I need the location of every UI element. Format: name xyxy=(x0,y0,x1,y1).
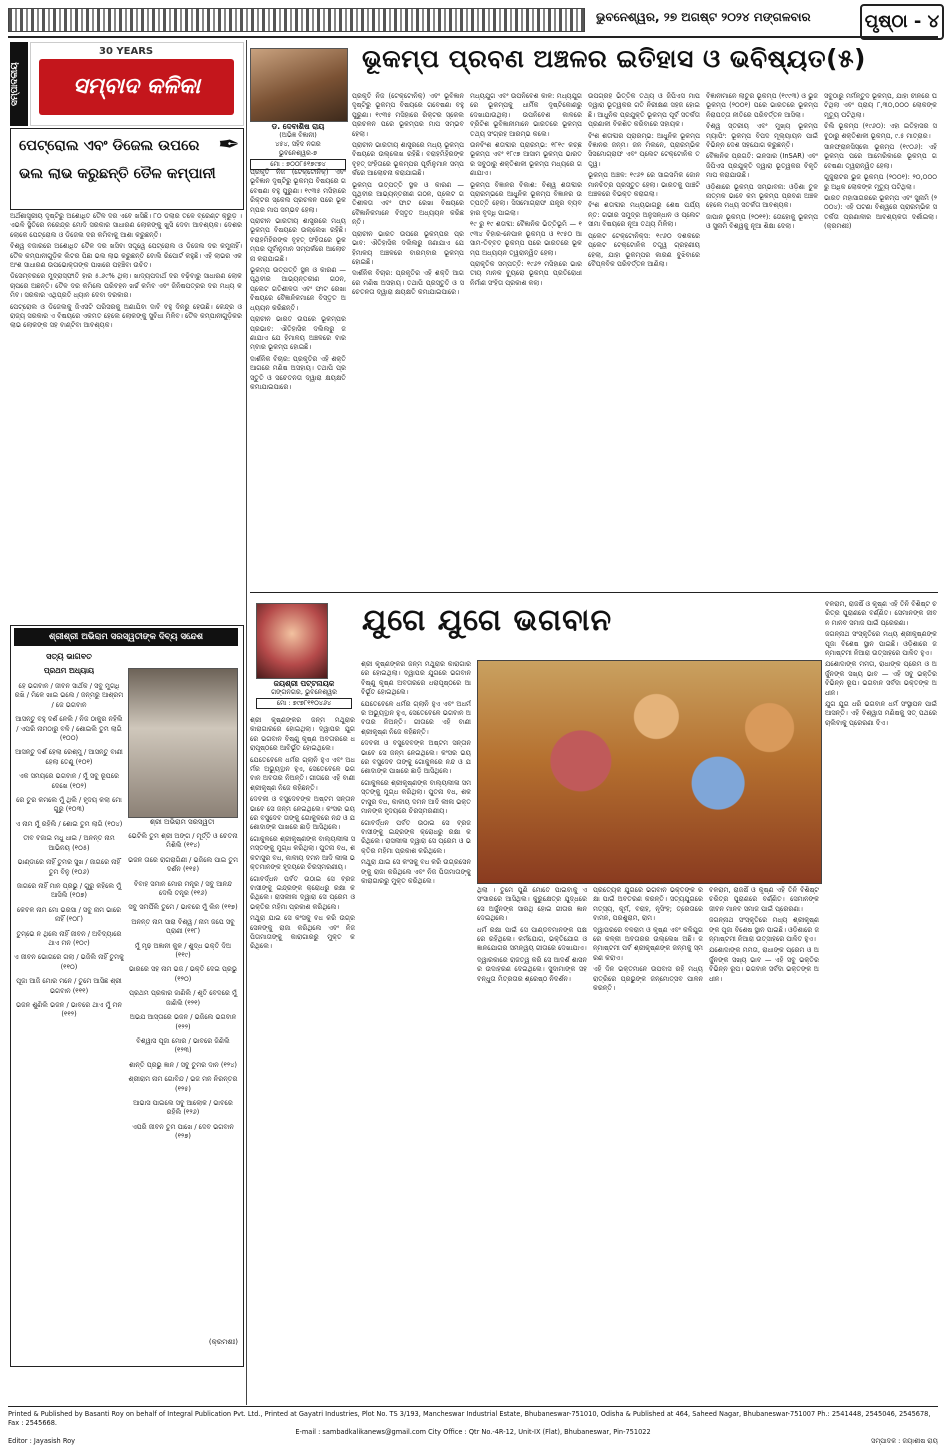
article2-para: ଯୁଗ ଯୁଗ ଧରି ଭଗବାନ ଧର୍ମ ସଂସ୍ଥାପନ ପାଇଁ ଆସନ୍ତି। ଏହି ବିଶ୍ୱାସ ମଣିଷକୁ ସତ୍ ପଥରେ ଚାଲିବାକୁ ପ୍ରେରଣା ଦିଏ। xyxy=(825,700,937,727)
article1-para: ପ୍ରାଚୀନ ଭାରତୀୟ ଶାସ୍ତ୍ରରେ ମଧ୍ୟ ଭୂକମ୍ପ ବିଷୟରେ ଉଲ୍ଲେଖ ରହିଛି। ବରାହମିହିରଙ୍କ ବୃହତ୍ ସଂହିତାରେ ଭୂକମ୍ପର ପୂର୍ବାନୁମାନ ସମ୍ପର୍କରେ ଆଲୋଚନା କରାଯାଇଛି। xyxy=(352,141,464,178)
verses-right xyxy=(128,832,238,1332)
saint-photo-caption: ଶ୍ରୀ ଅଭିରାମ ସରସ୍ୱତୀ xyxy=(149,818,215,826)
article2-para: ଦ୍ୱାରକାରେ ରାଜତ୍ୱ କରି ସେ ଆଦର୍ଶ ଶାସନର ଉଦାହରଣ ଦେଇଥିଲେ। ସୁଦାମାଙ୍କ ସହ ବନ୍ଧୁତା ମିତ୍ରତାର ଶ୍ରେଷ୍ଠ ନିଦର୍ଶନ। xyxy=(477,955,587,983)
article1-column-4 xyxy=(588,92,700,588)
verses-left xyxy=(14,682,124,1342)
krishna-painting xyxy=(477,660,822,884)
editor-name-odia: ସମ୍ପାଦକ : ଜୟାଶୀଷ ରାୟ xyxy=(871,1437,938,1445)
verse: ଭାରରେ ସହ ନାମ ଭଜ / ଭକ୍ତି ଦେଇ ପ୍ରଭୁ (୧୨୦) xyxy=(128,965,238,983)
article1-column-2 xyxy=(352,92,464,588)
article1-para: ଜାପାନ ଭୂକମ୍ପ (୨୦୧୧): ତୋହୋକୁ ଭୂକମ୍ପ ଓ ସୁନାମି ବିଶ୍ୱକୁ ନୂଆ ଶିକ୍ଷା ଦେଲା। xyxy=(706,212,818,231)
verse: ବିଶ୍ୱାସ ପୂଜା ମୋର / ଭାବରେ ଜିଣିଲି (୧୨୩) xyxy=(136,1036,230,1055)
article2-para: ଦ୍ୱାପରରେ ବଳରାମ ଓ କୃଷ୍ଣ ଏବଂ କଳିଯୁଗରେ କଳ୍କୀ ଅବତାରର ଉଲ୍ଲେଖ ଅଛି। ଜନ୍ମାଷ୍ଟମୀ ପର୍ବ ଶ୍ରୀକୃଷ୍ଣଙ୍କ ଜନ୍ମକୁ ସ୍ମରଣ କରାଏ। xyxy=(593,925,703,962)
author-address: ୪୫୪, ସହିଦ ନଗର xyxy=(275,140,321,148)
article2-para: ଦେବକୀ ଓ ବସୁଦେବଙ୍କ ଅଷ୍ଟମ ସନ୍ତାନ ଭାବେ ସେ ଜନ୍ମ ନେଇଥିଲେ। କଂସର ଭୟରେ ବସୁଦେବ ତାଙ୍କୁ ଗୋକୁଳରେ ନନ୍ଦ ଓ ଯଶୋଦାଙ୍କ ପାଖରେ ଛାଡ଼ି ଆସିଥିଲେ। xyxy=(361,739,471,776)
verse: ଏ ଜୀବନ ଭୋଗରେ ଗଲା / ଭଜିଲି ନାହିଁ ତୁମକୁ (୧୧୦) xyxy=(14,953,124,971)
verse: ଏକ ସମୟରେ ଭଗବାନ / ମୁଁ ସବୁ ରୂପରେ ଦେଖେ (୧୦୨) xyxy=(18,772,120,790)
editor-name: Editor : Jayasish Roy xyxy=(8,1437,76,1445)
article2-para: ଏହି ଦିନ ଭକ୍ତମାନେ ଉପବାସ ରହି ମଧ୍ୟରାତ୍ରିରେ ପ୍ରଭୁଙ୍କ ଜନ୍ମୋତ୍ସବ ପାଳନ କରନ୍ତି। xyxy=(593,965,703,993)
spiritual-chapter: ପ୍ରଥମ ଅଧ୍ୟାୟ xyxy=(43,666,95,675)
author2-name: ଜୟଶ୍ରୀ ପଟ୍ଟନାୟକ xyxy=(273,679,335,688)
article1-column-1 xyxy=(250,168,346,588)
article1-para: ଓଡ଼ିଶାରେ ଭୂକମ୍ପ ସମ୍ଭାବନା: ଓଡ଼ିଶା ତୁଳନାତ୍ମକ ଭାବେ କମ ଭୂକମ୍ପ ପ୍ରବଣ ଅଞ୍ଚଳ ହେଲେ ମଧ୍ୟ ସତର୍କତା ଆବଶ୍ୟକ। xyxy=(706,182,818,210)
article1-para: ଉପଗ୍ରହ ଭିତ୍ତିକ ତଥ୍ୟ ଓ ଜିପିଏସ ମାପ ଦ୍ୱାରା ଭୂତ୍ୱକର ଗତି ନିରୀକ୍ଷଣ ସହଜ ହୋଇଛି। ଆଧୁନିକ ପ୍ରଯୁକ୍ତି ଭୂକମ୍ପ ପୂର୍ବ ସତର୍କତା ପ୍ରଣାଳୀ ବିକଶିତ କରିବାରେ ସହାୟକ। xyxy=(588,92,700,129)
article1-para: ଭାରତ ମହାସାଗରରେ ଭୂକମ୍ପ ଏବଂ ସୁନାମି (୨୦୦୪): ଏହି ଘଟଣା ବିଶ୍ୱରେ ପ୍ରାରମ୍ଭିକ ସତର୍କତା ପ୍ରଣାଳୀର ଆବଶ୍ୟକତା ଦର୍ଶାଇଲା। (କ୍ରମଶଃ) xyxy=(824,194,937,231)
verse: ତୀବ ବଜାଇ ମଧୁ ଧାଇ / ଅନନ୍ତ ନାମ ଆଭିନୟ (୧୦୫) xyxy=(23,834,115,852)
imprint-line: Printed & Published by Basanti Roy on behalf of Integral Publication Pvt. Ltd., Printed at Gayatri Industries, Plot No. TS 3/193, Mancheswar Industrial Estate, Bhubaneswar-751010, Odisha & Published at 464, Saheed Nagar, Bhubaneswar-751007 Ph.: 2541448, 2545046, 2545678, Fax : 2545668. xyxy=(8,1410,931,1427)
verse: ହେ ଭଗବାନ / ଜୀବନ ସାର୍ଥକ / ସବୁ ମୁଗଧି ରଖି / ମିଳେ ଖାଇ ଭଲେ / ଜନ୍ମରୁ ଆଶ୍ରମ / ଜେ ଭଗବାନ xyxy=(14,682,124,709)
masthead-ornament xyxy=(8,8,585,32)
article2-para: ଜଗନ୍ନାଥ ସଂସ୍କୃତିରେ ମଧ୍ୟ ଶ୍ରୀକୃଷ୍ଣଙ୍କ ପୂଜା ବିଶେଷ ସ୍ଥାନ ପାଇଛି। ଓଡ଼ିଶାରେ ଜନ୍ମାଷ୍ଟମୀ ନିଆରା ଉତ୍ସାହରେ ପାଳିତ ହୁଏ। xyxy=(709,916,819,944)
article1-byline xyxy=(250,122,346,170)
continued-note: (କ୍ରମଶଃ) xyxy=(208,1338,238,1346)
article1-column-6 xyxy=(824,92,937,588)
article1-para: ଗୁଜୁରାଟର ଭୁଜ ଭୂକମ୍ପ (୨୦୦୧): ୨୦,୦୦୦ ରୁ ଅଧିକ ଲୋକଙ୍କ ମୃତ୍ୟୁ ଘଟିଥିଲା। xyxy=(824,173,937,191)
article1-para: ଚିଲି ଭୂକମ୍ପ (୧୯୬୦): ଏହା ଇତିହାସର ସବୁଠାରୁ ଶକ୍ତିଶାଳୀ ଭୂକମ୍ପ, ୯.୫ ମାତ୍ରାର। xyxy=(824,122,937,140)
verse: ଭଜନ ତାରେ ରାଗରାଗିଣୀ / ଭଜିଲେ ପାଇ ତୁମ ଦର୍ଶନ (୧୧୫) xyxy=(128,855,238,874)
article2-para: ମଥୁରା ଯାଇ ସେ କଂସକୁ ବଧ କରି ଉଗ୍ରସେନଙ୍କୁ ରାଜା କରିଥିଲେ ଏବଂ ନିଜ ପିତାମାତାଙ୍କୁ କାରାଗାରରୁ ମୁକ୍ତ କରିଥିଲେ। xyxy=(361,858,471,885)
editorial-para: ପେଟ୍ରୋଲ ଓ ଡିଜେଲକୁ ଜିଏସଟି ପରିସରକୁ ଅଣାଯିବା ଦାବି ବହୁ ଦିନରୁ ହେଉଛି। କେନ୍ଦ୍ର ଓ ରାଜ୍ୟ ସରକାର ଏ ବିଷୟରେ ଏକମତ ହେଲେ ଲୋକଙ୍କୁ ସୁବିଧା ମିଳିବ। ତୈଳ କମ୍ପାନୀଗୁଡ଼ିକର ଲାଭ ଲୋକଙ୍କ ସହ ବାଣ୍ଟିବା ଆବଶ୍ୟକ। xyxy=(10,302,242,330)
column-divider xyxy=(246,40,247,1405)
article2-para: ଯେତେବେଳେ ଧର୍ମର ଗ୍ଲାନି ହୁଏ ଏବଂ ଅଧର୍ମର ଅଭ୍ୟୁତ୍ଥାନ ହୁଏ, ସେତେବେଳେ ଭଗବାନ ଅବତାର ନିଅନ୍ତି। ଗୀତାରେ ଏହି ବାଣୀ ଶ୍ରୀକୃଷ୍ଣ ନିଜେ କହିଛନ୍ତି। xyxy=(361,699,471,736)
spiritual-header: ଶ୍ରୀଶ୍ରୀ ଅଭିରାମ ସରସ୍ୱତୀଙ୍କ ଦିବ୍ୟ ସନ୍ଦେଶ xyxy=(14,628,238,646)
editorial-para: ଡିସେମ୍ବରରେ ମୁଦ୍ରାସ୍ଫୀତି ହାର ୫.୬୯% ଥିଲା। ଖାଦ୍ୟପଦାର୍ଥ ଦର ବଢ଼ିବାରୁ ସାଧାରଣ ଲୋକ ଚାପରେ ଅଛନ୍ତି। ତୈଳ ଦର କମିଲେ ପରିବହନ ଖର୍ଚ୍ଚ କମିବ ଏବଂ ଜିନିଷପତ୍ରର ଦର ମଧ୍ୟ କମିବ। ସରକାର ଏଥିପ୍ରତି ଧ୍ୟାନ ଦେବା ଦରକାର। xyxy=(10,272,242,300)
verse: ପୂଜା ଆଜି ମୋର ମନେ / ତୁମେ ଆସିଛ ଶ୍ରୀ ଭଗବାନ (୧୧୧) xyxy=(16,977,122,995)
author-city: ଭୁବନେଶ୍ୱର-୭ xyxy=(278,149,318,157)
article2-para: ଯଶୋଦାଙ୍କ ମମତା, ରାଧାଙ୍କ ପ୍ରେମ ଓ ଅର୍ଜୁନଙ୍କ ସଖ୍ୟ ଭାବ — ଏହି ସବୁ ଭକ୍ତିର ବିଭିନ୍ନ ରୂପ। ଭଗବାନ ସର୍ବଦା ଭକ୍ତଙ୍କ ଅଧୀନ। xyxy=(825,660,937,697)
article1-column-5 xyxy=(706,92,818,588)
verse: ଆଭାସ ପାଇଲେ ସବୁ ଆଲୋକ / ଭାବରେ ରହିଲି (୧୨୬) xyxy=(133,1098,233,1117)
newspaper-logo xyxy=(30,42,244,126)
article1-para: ଭୂକମ୍ପ ଅଞ୍ଚଳ: ୧୯୬୨ ରେ ସାଇସମିକ ଜୋନ ମାନଚିତ୍ର ପ୍ରସ୍ତୁତ ହେଲା। ଭାରତକୁ ପାଞ୍ଚଟି ଅଞ୍ଚଳରେ ବିଭକ୍ତ କରାଗଲା। xyxy=(588,171,700,199)
verse: ଭଜନ ଶୁଣିଲି ଭଜନ / ଭାବରେ ଥାଏ ମୁଁ ମନ (୧୧୨) xyxy=(15,1000,123,1019)
article2-column-1 xyxy=(250,716,355,1404)
article2-para: ମଥୁରା ଯାଇ ସେ କଂସକୁ ବଧ କରି ଉଗ୍ରସେନଙ୍କୁ ରାଜା କରିଥିଲେ ଏବଂ ନିଜ ପିତାମାତାଙ୍କୁ କାରାଗାରରୁ ମୁକ୍ତ କରିଥିଲେ। xyxy=(250,914,355,951)
article1-para: ବିଜ୍ଞାନୀମାନେ ଲାତୁର ଭୂକମ୍ପ (୧୯୯୩) ଓ ଭୁଜ ଭୂକମ୍ପ (୨୦୦୧) ପରେ ଭାରତରେ ଭୂକମ୍ପ ନିରାପତ୍ତା ନୀତିରେ ପରିବର୍ତ୍ତନ ଆସିଲା। xyxy=(706,92,818,119)
article2-column-5 xyxy=(709,886,819,1404)
article2-para: ଶ୍ରୀ କୃଷ୍ଣଙ୍କର ଜନ୍ମ ମଥୁରାର କାରାଗାରରେ ହୋଇଥିଲା। ଦ୍ୱାପର ଯୁଗରେ ଭଗବାନ ବିଷ୍ଣୁ କୃଷ୍ଣ ଅବତାରରେ ଧରାପୃଷ୍ଠରେ ଆବିର୍ଭୂତ ହୋଇଥିଲେ। xyxy=(361,660,471,697)
article1-para: ବୈଜ୍ଞାନିକ ପ୍ରଗତି: ଇନସାର (InSAR) ଏବଂ ଜିପିଏସ ପ୍ରଯୁକ୍ତି ଦ୍ୱାରା ଭୂତ୍ୱକର ବିକୃତି ମାପ କରାଯାଉଛି। xyxy=(706,152,818,180)
article2-column-3 xyxy=(477,886,587,1404)
dateline: ଭୁବନେଶ୍ୱର, ୨୭ ଅଗଷ୍ଟ ୨୦୨୪ ମଙ୍ଗଳବାର xyxy=(596,10,811,24)
article2-para: ଗୋକୁଳରେ ଶ୍ରୀକୃଷ୍ଣଙ୍କ ବାଲ୍ୟଲୀଳା ସମସ୍ତଙ୍କୁ ମୁଗ୍ଧ କରିଥିଲା। ପୁତନା ବଧ, ଶକଟାସୁର ବଧ, କାଳୀୟ ଦମନ ଆଦି ଲୀଳା ଭକ୍ତମାନଙ୍କ ହୃଦୟରେ ଚିରସ୍ମରଣୀୟ। xyxy=(361,778,471,816)
verse: ଭାଣ୍ଡାରେ ନାହିଁ ତୁମର ସୁଖ / ଜାଗରେ ନାହିଁ ତୁମ ବିନୁ (୧୦୬) xyxy=(17,858,121,876)
article2-byline xyxy=(256,679,352,709)
article1-para: ଦାର୍ଶନିକ ବିଚାର: ପ୍ରକୃତିର ଏହି ଶକ୍ତି ଆଗରେ ମଣିଷ ଅସହାୟ। ତଥାପି ପ୍ରସ୍ତୁତି ଓ ସଚେତନତା ଦ୍ୱାରା କ୍ଷୟକ୍ଷତି କମାଯାଇପାରେ। xyxy=(352,269,464,297)
pen-nib-icon: ✒ xyxy=(218,130,240,160)
author-photo xyxy=(250,48,348,122)
page-number: ପୃଷ୍ଠା - ୪ xyxy=(860,4,944,40)
article2-headline: ଯୁଗେ ଯୁଗେ ଭଗବାନ xyxy=(362,603,613,638)
article2-para: ବଳରାମ, ରାଜର୍ଷି ଓ କୃଷ୍ଣ ଏହି ତିନି ବିଶିଷ୍ଟ ଚରିତ୍ର ପୁରାଣରେ ବର୍ଣ୍ଣିତ। ସେମାନଙ୍କ ଜୀବନ ମାନବ ସମାଜ ପାଇଁ ପ୍ରେରଣା। xyxy=(709,886,819,913)
author-name: ଡ. ଦେବାଶିଷ ରାୟ xyxy=(271,122,325,131)
logo-years: 30 YEARS xyxy=(99,46,154,57)
article1-para: ପ୍ରକୃତି ନିଜ (ଟେକ୍ଟୋନିକ୍) ଏବଂ ଭୂବିଜ୍ଞାନ ଦୃଷ୍ଟିରୁ ଭୂକମ୍ପ ବିଷୟରେ ଗବେଷଣା ବହୁ ପୁରୁଣା। ୧୯୩୫ ମସିହାରେ ରିକ୍ଟର ସ୍କେଲ ପ୍ରଚଳନ ପରେ ଭୂକମ୍ପର ମାପ ସମ୍ଭବ ହେଲା। xyxy=(352,92,464,138)
article2-para: ଥିଲା । ତୁମେ ପୁଣି ମୋତେ ପାଇବାକୁ ଏ ସଂସାରରେ ଆସିଥିଲ। କୁରୁକ୍ଷେତ୍ର ଯୁଦ୍ଧରେ ସେ ଅର୍ଜୁନଙ୍କ ସାରଥି ହୋଇ ଗୀତାର ଜ୍ଞାନ ଦେଇଥିଲେ। xyxy=(477,886,587,923)
editorial-body xyxy=(10,212,242,617)
verse: ମୁଁ ମୃଢ ଅଜ୍ଞାନୀ କୁଳ / ଶୁଦ୍ଧ ଭକ୍ତି ଦିଅ (୧୧୯) xyxy=(134,941,232,960)
article2-para: ଗୋବର୍ଦ୍ଧନ ପର୍ବତ ଉଠାଇ ସେ ବ୍ରଜବାସୀଙ୍କୁ ଇନ୍ଦ୍ରଙ୍କ କ୍ରୋଧରୁ ରକ୍ଷା କରିଥିଲେ। ରାସଲୀଳା ଦ୍ୱାରା ସେ ପ୍ରେମ ଓ ଭକ୍ତିର ମହିମା ପ୍ରକାଶ କରିଥିଲେ। xyxy=(361,818,471,855)
article1-para: ଭୂକମ୍ପ ଉତ୍ପତ୍ତି ସ୍ଥଳ ଓ କାରଣ — ପୃଥିବୀର ଆଭ୍ୟନ୍ତରୀଣ ଗଠନ, ପ୍ଲେଟ ଗତିଶୀଳତା ଏବଂ ଫାଟ ରେଖା ବିଷୟରେ ବୈଜ୍ଞାନିକମାନେ ବିସ୍ତୃତ ଅଧ୍ୟୟନ କରିଛନ୍ତି। xyxy=(352,180,464,227)
editorial-tag: ସମ୍ପାଦକୀୟ xyxy=(10,42,28,126)
verse: ପ୍ରଥମ ପ୍ରକାର ଜାଣିଲି / ଶୃତି ବେଦରେ ମୁଁ ଜାଣିଲି (୧୨୧) xyxy=(129,989,237,1007)
article1-para: ଭୂକମ୍ପ ଉତ୍ପତ୍ତି ସ୍ଥଳ ଓ କାରଣ — ପୃଥିବୀର ଆଭ୍ୟନ୍ତରୀଣ ଗଠନ, ପ୍ଲେଟ ଗତିଶୀଳତା ଏବଂ ଫାଟ ରେଖା ବିଷୟରେ ବୈଜ୍ଞାନିକମାନେ ବିସ୍ତୃତ ଅଧ୍ୟୟନ କରିଛନ୍ତି। xyxy=(250,266,346,312)
article1-para: ବିଶ୍ୱ ସ୍ତରୀୟ ଏବଂ ମୁଖ୍ୟ ଭୂକମ୍ପ ମ୍ୟାପିଂ: ଭୂକମ୍ପ ବିପଦ ମୂଲ୍ୟାୟନ ପାଇଁ ବିଭିନ୍ନ ଦେଶ ସହଯୋଗ କରୁଛନ୍ତି। xyxy=(706,122,818,150)
article1-headline: ଭୂକମ୍ପ ପ୍ରବଣ ଅଞ୍ଚଳର ଇତିହାସ ଓ ଭବିଷ୍ୟତ(୫) xyxy=(362,44,866,73)
article1-para: ପ୍ରକୃତି ନିଜ (ଟେକ୍ଟୋନିକ୍) ଏବଂ ଭୂବିଜ୍ଞାନ ଦୃଷ୍ଟିରୁ ଭୂକମ୍ପ ବିଷୟରେ ଗବେଷଣା ବହୁ ପୁରୁଣା। ୧୯୩୫ ମସିହାରେ ରିକ୍ଟର ସ୍କେଲ ପ୍ରଚଳନ ପରେ ଭୂକମ୍ପର ମାପ ସମ୍ଭବ ହେଲା। xyxy=(250,168,346,214)
verse: ଏ ନାମ ମୁଁ ରହିଲି / ଶୋଇ ତୁମ ଲାଗି (୧୦୪) xyxy=(15,819,123,828)
article2-para: ଧର୍ମ ରକ୍ଷା ପାଇଁ ସେ ପାଣ୍ଡବମାନଙ୍କ ପକ୍ଷରେ ରହିଥିଲେ। କର୍ମଯୋଗ, ଭକ୍ତିଯୋଗ ଓ ଜ୍ଞାନଯୋଗର ସମନ୍ୱୟ ଗୀତାରେ ଦେଖାଯାଏ। xyxy=(477,925,587,953)
saint-photo xyxy=(128,668,238,818)
logo-name: ସମ୍ବାଦ କଳିକା xyxy=(39,59,234,115)
article1-para: ଭୂକମ୍ପ ବିଜ୍ଞାନର ବିକାଶ: ବିଶ୍ୱ ଶତାବ୍ଦୀର ପ୍ରାରମ୍ଭରେ ଆଧୁନିକ ଭୂକମ୍ପ ବିଜ୍ଞାନର ଉତ୍ପତ୍ତି ହେଲା। ସିସମୋଗ୍ରାଫ ଯନ୍ତ୍ର ବ୍ୟବହାର ବୃଦ୍ଧି ପାଇଲା। xyxy=(470,180,582,217)
article1-para: ୧୯ ରୁ ୧୯ ଶତାବ୍ଦୀ: ବୈଜ୍ଞାନିକ ଭିତ୍ତିଭୂମି — ୧୯୩୪ ବିହାର-ନେପାଳ ଭୂକମ୍ପ ଓ ୧୯୫୦ ଆସାମ-ତିବ୍ବତ ଭୂକମ୍ପ ପରେ ଭାରତରେ ଭୂକମ୍ପ ଅଧ୍ୟୟନ ତ୍ୱରାନ୍ୱିତ ହେଲା। xyxy=(470,220,582,257)
verse: ଶ୍ରୀରାମ ନାମ ଗୋବିନ୍ଦ / ଭଜ ମନ ନିରନ୍ତର (୧୨୫) xyxy=(128,1075,238,1093)
article1-para: ସବୁଠାରୁ ମର୍ମନ୍ତୁଦ ଭୂକମ୍ପ, ଯାହା ଚୀନରେ ଘଟିଥିଲା ଏବଂ ପ୍ରାୟ ୮,୩୦,୦୦୦ ଲୋକଙ୍କ ମୃତ୍ୟୁ ଘଟିଥିଲା। xyxy=(824,92,937,119)
section-rule xyxy=(250,592,938,593)
author2-address: ଗଙ୍ଗନଗର, ଭୁବନେଶ୍ୱର xyxy=(271,688,337,696)
article1-para: ଉନବିଂଶ ଶତାବ୍ଦୀର ପ୍ରାରମ୍ଭ: ୧୮୧୯ କଚ୍ଛ ଭୂକମ୍ପ ଏବଂ ୧୮୯୭ ଆସାମ ଭୂକମ୍ପ ଭାରତର ସବୁଠାରୁ ଶକ୍ତିଶାଳୀ ଭୂକମ୍ପ ମଧ୍ୟରେ ଗଣାଯାଏ। xyxy=(470,141,582,178)
article1-para: ସାନଫ୍ରାନସିସ୍କୋ ଭୂକମ୍ପ (୧୯୦୬): ଏହି ଭୂକମ୍ପ ପରେ ଆମେରିକାରେ ଭୂକମ୍ପ ଗବେଷଣା ତ୍ୱରାନ୍ୱିତ ହେଲା। xyxy=(824,143,937,170)
article2-para: ଗୋବର୍ଦ୍ଧନ ପର୍ବତ ଉଠାଇ ସେ ବ୍ରଜବାସୀଙ୍କୁ ଇନ୍ଦ୍ରଙ୍କ କ୍ରୋଧରୁ ରକ୍ଷା କରିଥିଲେ। ରାସଲୀଳା ଦ୍ୱାରା ସେ ପ୍ରେମ ଓ ଭକ୍ତିର ମହିମା ପ୍ରକାଶ କରିଥିଲେ। xyxy=(250,874,355,911)
article1-para: ପ୍ରାଚୀନ ଭାରତ ଉପରେ ଭୂକମ୍ପର ପ୍ରଭାବ: ଐତିହାସିକ ଦଲିଲରୁ ଜଣାଯାଏ ଯେ ହିମାଳୟ ଅଞ୍ଚଳରେ ବାରମ୍ବାର ଭୂକମ୍ପ ହୋଇଛି। xyxy=(352,229,464,266)
imprint xyxy=(8,1410,938,1446)
masthead-rule xyxy=(8,36,938,38)
article2-column-4 xyxy=(593,886,703,1404)
spiritual-title: ସତ୍ୟ ଭାଗବତ xyxy=(46,652,92,661)
verse: ସବୁ ସମର୍ପିଲି ତୁମେ / ଭାବରେ ମୁଁ ଲିନ (୧୧୭) xyxy=(128,903,238,912)
verse: ଅଭଯ ଆସ୍ତାରେ ଭଜନ / ଭଜିଲେ ଭଗବାନ (୧୨୨) xyxy=(129,1013,237,1031)
verse: ଆସନ୍ତୁ ଦର୍ଶ ହେଲା ରେଶ୍ମୁ / ଆସନ୍ତୁ ବାଣୀ ହେଲା ତେଣୁ (୧୦୧) xyxy=(15,748,123,766)
verse: ଅନନ୍ତ ନାମ ସାରା ବିଶ୍ୱ / ନାମ ଜପେ ସବୁ ପ୍ରାଣୀ (୧୧୮) xyxy=(131,917,235,936)
article2-column-6 xyxy=(825,600,937,1404)
article1-para: ପ୍ରାଚୀନ ଭାରତ ଉପରେ ଭୂକମ୍ପର ପ୍ରଭାବ: ଐତିହାସିକ ଦଲିଲରୁ ଜଣାଯାଏ ଯେ ହିମାଳୟ ଅଞ୍ଚଳରେ ବାରମ୍ବାର ଭୂକମ୍ପ ହୋଇଛି। xyxy=(250,315,346,352)
article1-para: ଦାର୍ଶନିକ ବିଚାର: ପ୍ରକୃତିର ଏହି ଶକ୍ତି ଆଗରେ ମଣିଷ ଅସହାୟ। ତଥାପି ପ୍ରସ୍ତୁତି ଓ ସଚେତନତା ଦ୍ୱାରା କ୍ଷୟକ୍ଷତି କମାଯାଇପାରେ। xyxy=(250,354,346,391)
article2-para: ପ୍ରତ୍ୟେକ ଯୁଗରେ ଭଗବାନ ଭକ୍ତଙ୍କ ରକ୍ଷା ପାଇଁ ଅବତରଣ କରନ୍ତି। ସତ୍ୟଯୁଗରେ ମତ୍ସ୍ୟ, କୂର୍ମ, ବରାହ, ନୃସିଂହ; ତ୍ରେତାରେ ବାମନ, ପରଶୁରାମ, ରାମ। xyxy=(593,886,703,923)
article1-para: ପ୍ଲେଟ ଟେକ୍ଟୋନିକ୍ସ: ୧୯୬୦ ଦଶକରେ ପ୍ଲେଟ ଟେକ୍ଟୋନିକ ତତ୍ତ୍ୱ ଗ୍ରହଣୀୟ ହେଲା, ଯାହା ଭୂକମ୍ପର କାରଣ ବୁଝିବାରେ ବୈପ୍ଳବିକ ପରିବର୍ତ୍ତନ ଆଣିଲା। xyxy=(588,231,700,268)
editorial-headline-line1: ପେଟ୍ରୋଲ ଏବଂ ଡିଜେଲ ଉପରେ xyxy=(19,138,200,154)
verse: ଆସନ୍ତୁ ବହୁ ଦର୍ଶ ନେଲି / ନିଜ ଠାକୁର ନହିଲି / ଏପରି ନାମଠାରୁ ବଳି / ଶୋଇଲି ତୁମ ଲାଗି (୧୦୦) xyxy=(15,715,123,743)
article1-para: ମଧ୍ୟଯୁଗ ଏବଂ ଉପନିବେଶ କାଳ: ମଧ୍ୟଯୁଗରେ ଭୂକମ୍ପକୁ ଧାର୍ମିକ ଦୃଷ୍ଟିକୋଣରୁ ଦେଖାଯାଉଥିଲା। ଉପନିବେଶ କାଳରେ ବ୍ରିଟିଶ ଭୂବିଜ୍ଞାନୀମାନେ ଭାରତରେ ଭୂକମ୍ପ ତଥ୍ୟ ସଂଗ୍ରହ ଆରମ୍ଭ କଲେ। xyxy=(470,92,582,138)
author-mobile: ମୋ : ୭୦୦୮୫୧୭୯୭୪ xyxy=(250,159,346,170)
article1-column-3 xyxy=(470,92,582,588)
verse: ରେ ତୁର କମଲେ ମୁଁ ଥିଲି / ହୃଦୟ କଲା ମୋ ଗୁରୁ (୧୦୩) xyxy=(16,796,122,814)
verse: କେବଳ ନାମ ମୋ ଭରସା / ସବୁ ନାମ ଭାରେ ନାହିଁ (୧୦୮) xyxy=(16,905,122,924)
article1-para: ବିଂଶ ଶତାବ୍ଦୀର ମଧ୍ୟଭାଗରୁ ଶେଷ ପର୍ଯ୍ୟନ୍ତ: ଗଭୀର ସମୁଦ୍ର ଅନୁସନ୍ଧାନ ଓ ପ୍ଲେଟ ସୀମା ବିଷୟରେ ନୂଆ ତଥ୍ୟ ମିଳିଲା। xyxy=(588,201,700,229)
author-photo-2 xyxy=(256,603,328,679)
verse: ବିବାହ ସମାନ ମୋର ମନ୍ତ୍ର / ସବୁ ଆନନ୍ଦ ଦେଲି ତନ୍ତ୍ର (୧୧୬) xyxy=(133,879,233,898)
editorial-headline-line2: ଭଲ ଲାଭ କରୁଛନ୍ତି ତୈଳ କମ୍ପାନୀ xyxy=(19,166,216,182)
article2-para: ଗୋକୁଳରେ ଶ୍ରୀକୃଷ୍ଣଙ୍କ ବାଲ୍ୟଲୀଳା ସମସ୍ତଙ୍କୁ ମୁଗ୍ଧ କରିଥିଲା। ପୁତନା ବଧ, ଶକଟାସୁର ବଧ, କାଳୀୟ ଦମନ ଆଦି ଲୀଳା ଭକ୍ତମାନଙ୍କ ହୃଦୟରେ ଚିରସ୍ମରଣୀୟ। xyxy=(250,834,355,872)
article2-para: ବଳରାମ, ରାଜର୍ଷି ଓ କୃଷ୍ଣ ଏହି ତିନି ବିଶିଷ୍ଟ ଚରିତ୍ର ପୁରାଣରେ ବର୍ଣ୍ଣିତ। ସେମାନଙ୍କ ଜୀବନ ମାନବ ସମାଜ ପାଇଁ ପ୍ରେରଣା। xyxy=(825,600,937,627)
verse: ଶାନ୍ତି ପ୍ରଭୁ ଜ୍ଞାନ / ସବୁ ତୁମର ଦାନ (୧୨୪) xyxy=(128,1060,238,1069)
article1-para: ପ୍ରାଚୀନ ଭାରତୀୟ ଶାସ୍ତ୍ରରେ ମଧ୍ୟ ଭୂକମ୍ପ ବିଷୟରେ ଉଲ୍ଲେଖ ରହିଛି। ବରାହମିହିରଙ୍କ ବୃହତ୍ ସଂହିତାରେ ଭୂକମ୍ପର ପୂର୍ବାନୁମାନ ସମ୍ପର୍କରେ ଆଲୋଚନା କରାଯାଇଛି। xyxy=(250,217,346,263)
verse: ଭେଟିଲି ତୁମ ଶ୍ରୀ ଅଙ୍ଗ / ମୂର୍ତ୍ତି ଓ ଚେତନା ମିଶିଲି (୧୧୪) xyxy=(128,832,238,850)
article2-para: ଜଗନ୍ନାଥ ସଂସ୍କୃତିରେ ମଧ୍ୟ ଶ୍ରୀକୃଷ୍ଣଙ୍କ ପୂଜା ବିଶେଷ ସ୍ଥାନ ପାଇଛି। ଓଡ଼ିଶାରେ ଜନ୍ମାଷ୍ଟମୀ ନିଆରା ଉତ୍ସାହରେ ପାଳିତ ହୁଏ। xyxy=(825,630,937,658)
article2-para: ଯେତେବେଳେ ଧର୍ମର ଗ୍ଲାନି ହୁଏ ଏବଂ ଅଧର୍ମର ଅଭ୍ୟୁତ୍ଥାନ ହୁଏ, ସେତେବେଳେ ଭଗବାନ ଅବତାର ନିଅନ୍ତି। ଗୀତାରେ ଏହି ବାଣୀ ଶ୍ରୀକୃଷ୍ଣ ନିଜେ କହିଛନ୍ତି। xyxy=(250,755,355,792)
verse: ଜାଗରେ ନାହିଁ ମାନ ପ୍ରଭୁ / ଗୁରୁ କହିଲେ ମୁଁ ଆସିଲି (୧୦୭) xyxy=(16,881,122,900)
article2-para: ଶ୍ରୀ କୃଷ୍ଣଙ୍କର ଜନ୍ମ ମଥୁରାର କାରାଗାରରେ ହୋଇଥିଲା। ଦ୍ୱାପର ଯୁଗରେ ଭଗବାନ ବିଷ୍ଣୁ କୃଷ୍ଣ ଅବତାରରେ ଧରାପୃଷ୍ଠରେ ଆବିର୍ଭୂତ ହୋଇଥିଲେ। xyxy=(250,716,355,753)
editorial-para: ଅର୍ଥଶାସ୍ତ୍ରୀୟ ଦୃଷ୍ଟିରୁ ଅଶୋଧିତ ତୈଳ ଦର ଏବେ ଖସିଛି। ୮୦ ଡଲାର ତଳେ ବ୍ରେଣ୍ଟ କ୍ରୁଡ଼ । ଏଭଳି ସ୍ଥିତିରେ ନରେନ୍ଦ୍ର ମୋଦି ସରକାର ସାଧାରଣ ଲୋକଙ୍କୁ ଖୁସି ଦେବା ଆବଶ୍ୟକ। ଦେଶର ଲୋକେ ପେଟ୍ରୋଲ ଓ ଡିଜେଲ ଦର କମିବାକୁ ଆଶା କରୁଛନ୍ତି। xyxy=(10,212,242,239)
article2-para: ଦେବକୀ ଓ ବସୁଦେବଙ୍କ ଅଷ୍ଟମ ସନ୍ତାନ ଭାବେ ସେ ଜନ୍ମ ନେଇଥିଲେ। କଂସର ଭୟରେ ବସୁଦେବ ତାଙ୍କୁ ଗୋକୁଳରେ ନନ୍ଦ ଓ ଯଶୋଦାଙ୍କ ପାଖରେ ଛାଡ଼ି ଆସିଥିଲେ। xyxy=(250,795,355,832)
article1-para: ବିଂଶ ଶତାବ୍ଦୀର ପ୍ରାରମ୍ଭ: ଆଧୁନିକ ଭୂକମ୍ପ ବିଜ୍ଞାନର ଜନ୍ମ। ଜନ ମିଲନେ, ପ୍ରାରମ୍ଭିକ ସିସମୋଗ୍ରାଫ ଏବଂ ପ୍ଲେଟ ଟେକ୍ଟୋନିକ ତତ୍ତ୍ୱ। xyxy=(588,131,700,168)
editorial-headline xyxy=(10,128,244,210)
article2-para: ଯଶୋଦାଙ୍କ ମମତା, ରାଧାଙ୍କ ପ୍ରେମ ଓ ଅର୍ଜୁନଙ୍କ ସଖ୍ୟ ଭାବ — ଏହି ସବୁ ଭକ୍ତିର ବିଭିନ୍ନ ରୂପ। ଭଗବାନ ସର୍ବଦା ଭକ୍ତଙ୍କ ଅଧୀନ। xyxy=(709,946,819,983)
verse: ତୁମ୍ଭେ ନ ଥିଲେ ନାହିଁ ଜୀବନ / ଅବିଦ୍ୟାରେ ଥାଏ ମନ (୧୦୯) xyxy=(16,929,122,947)
editorial-para: ବିଶ୍ୱ ବଜାରରେ ଅଶୋଧିତ ତୈଳ ଦର ଖସିବା ସତ୍ତ୍ୱେ ପେଟ୍ରୋଲ ଓ ଡିଜେଲ ଦର କମୁନାହିଁ। ତୈଳ କମ୍ପାନୀଗୁଡ଼ିକ ଲିଟର ପିଛା ଭଲ ଲାଭ କରୁଛନ୍ତି ବୋଲି ରିପୋର୍ଟ କହୁଛି। ଏହି ଲାଭର ଏକ ଅଂଶ ସାଧାରଣ ଉପଭୋକ୍ତାଙ୍କ ପାଖରେ ପହଞ୍ଚିବା ଉଚିତ। xyxy=(10,242,242,270)
verse: ଏପରି ଜୀବନ ତୁମ ପାଖେ / ଦେବ ଭଗବାନ (୧୨୭) xyxy=(132,1122,234,1141)
author-role: (ଅଭିଜ୍ଞ ବିଜ୍ଞାନୀ) xyxy=(279,131,317,139)
article2-column-2 xyxy=(361,660,471,1404)
imprint-contact: E-mail : sambadkalikanews@gmail.com City Office : Qtr No.-4R-12, Unit-IX (Flat), Bhubaneswar, Pin-751022 xyxy=(295,1428,651,1436)
author2-mobile: ମୋ : ୭୯୭୮୧୧୦୪୬୪ xyxy=(256,698,352,709)
footer-rule xyxy=(8,1406,938,1407)
article1-para: ପ୍ରାକୃତିକ ସମ୍ପତ୍ତି: ୧୯୬୨ ମସିହାରେ ଭାରତୀୟ ମାନକ ବ୍ୟୁରୋ ଭୂକମ୍ପ ପ୍ରତିରୋଧୀ ନିର୍ମାଣ ସଂହିତା ପ୍ରକାଶ କଲା। xyxy=(470,259,582,287)
